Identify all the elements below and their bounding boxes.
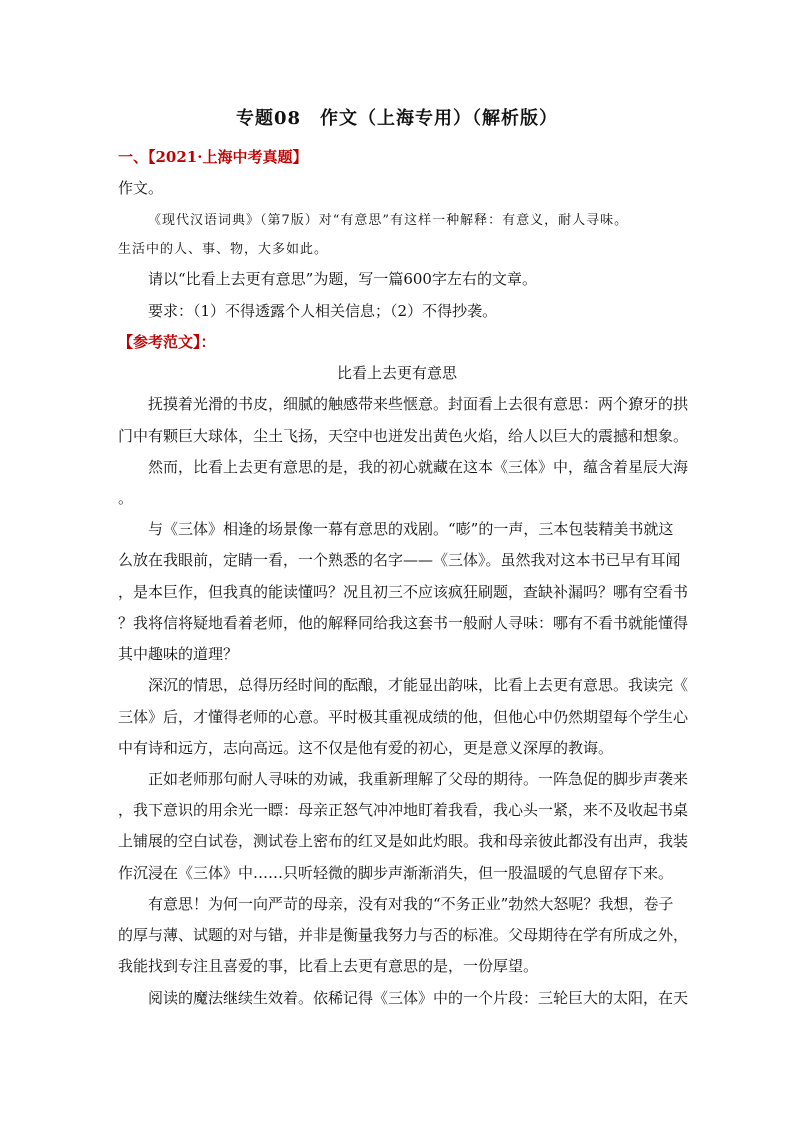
question-label: 作文。 bbox=[118, 179, 164, 197]
requirement-text: 要求：（1）不得透露个人相关信息；（2）不得抄袭。 bbox=[148, 302, 498, 320]
sample-essay-label: 【参考范文】： bbox=[118, 333, 216, 351]
essay-line: 与《三体》相逢的场景像一幕有意思的戏剧。“嘭”的一声，三本包装精美书就这 bbox=[148, 520, 674, 538]
essay-line: 门中有颗巨大球体，尘土飞扬，天空中也迸发出黄色火焰，给人以巨大的震撼和想象。 bbox=[118, 427, 689, 445]
essay-line: 正如老师那句耐人寻味的劝诫，我重新理解了父母的期待。一阵急促的脚步声袭来 bbox=[148, 770, 689, 788]
essay-line: 的厚与薄、试题的对与错，并非是衡量我努力与否的标准。父母期待在学有所成之外， bbox=[118, 926, 689, 944]
essay-line: 然而，比看上去更有意思的是，我的初心就藏在这本《三体》中，蕴含着星辰大海 bbox=[148, 458, 689, 476]
essay-line: 其中趣味的道理？ bbox=[118, 645, 239, 663]
essay-line: 上铺展的空白试卷，测试卷上密布的红叉是如此灼眼。我和母亲彼此都没有出声，我装 bbox=[118, 832, 689, 850]
prompt-line: 生活中的人、事、物，大多如此。 bbox=[118, 242, 329, 257]
essay-line: 么放在我眼前，定睛一看，一个熟悉的名字——《三体》。虽然我对这本书已早有耳闻 bbox=[118, 551, 681, 569]
essay-line: 阅读的魔法继续生效着。依稀记得《三体》中的一个片段：三轮巨大的太阳，在天 bbox=[148, 989, 689, 1007]
essay-line: ，是本巨作，但我真的能读懂吗？况且初三不应该疯狂刷题，查缺补漏吗？哪有空看书 bbox=[118, 583, 689, 601]
essay-line: 有意思！为何一向严苛的母亲，没有对我的“不务正业”勃然大怒呢？我想，卷子 bbox=[148, 895, 674, 913]
essay-title: 比看上去更有意思 bbox=[336, 364, 457, 382]
essay-line: 。 bbox=[118, 489, 134, 507]
document-title: 专题08 作文（上海专用）（解析版） bbox=[235, 108, 559, 129]
essay-line: ，我下意识的用余光一瞟：母亲正怒气冲冲地盯着我看，我心头一紧，来不及收起书桌 bbox=[118, 801, 689, 819]
prompt-line: 《现代汉语词典》（第7版）对“有意思”有这样一种解释：有意义，耐人寻味。 bbox=[148, 213, 629, 228]
essay-line: 我能找到专注且喜爱的事，比看上去更有意思的是，一份厚望。 bbox=[118, 957, 539, 975]
section-heading: 一、【2021·上海中考真题】 bbox=[118, 148, 308, 166]
essay-line: 作沉浸在《三体》中……只听轻微的脚步声渐渐消失，但一股温暖的气息留存下来。 bbox=[118, 864, 674, 882]
essay-line: 深沉的情思，总得历经时间的酝酿，才能显出韵味，比看上去更有意思。我读完《 bbox=[148, 676, 689, 694]
essay-line: ？我将信将疑地看着老师，他的解释同给我这套书一般耐人寻味：哪有不看书就能懂得 bbox=[118, 614, 689, 632]
essay-line: 三体》后，才懂得老师的心意。平时极其重视成绩的他，但他心中仍然期望每个学生心 bbox=[118, 708, 689, 726]
essay-line: 中有诗和远方，志向高远。这不仅是他有爱的初心，更是意义深厚的教诲。 bbox=[118, 739, 614, 757]
essay-line: 抚摸着光滑的书皮，细腻的触感带来些惬意。封面看上去很有意思：两个獠牙的拱 bbox=[148, 395, 689, 413]
instruction-text: 请以“比看上去更有意思”为题，写一篇600字左右的文章。 bbox=[148, 270, 537, 288]
